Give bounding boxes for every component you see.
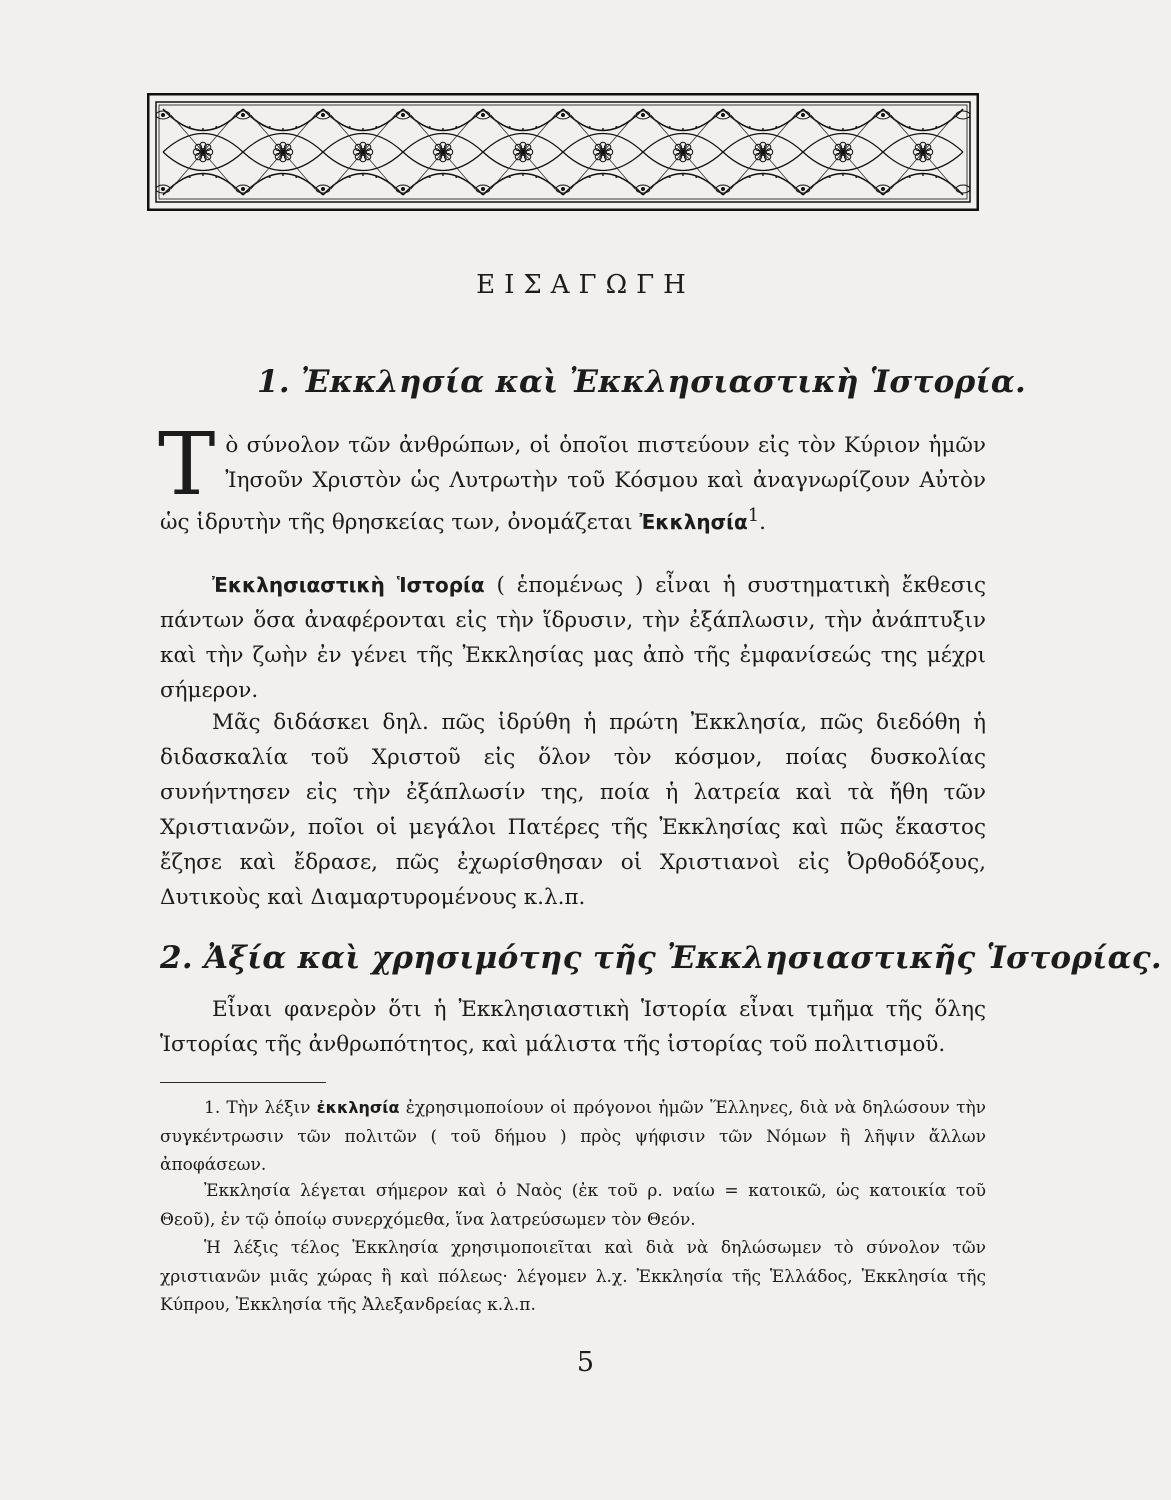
footnote-text: ἐχρησιμοποίουν οἱ πρόγονοι ἡμῶν Ἕλληνες, διὰ νὰ δηλώσουν τὴν συγκέντρωσιν τῶν πολιτῶν ( τοῦ δήμου ) πρὸς ψήφισιν τῶν Νόμων ἢ λῆψιν ἄλλων ἀποφάσεων.: [160, 1098, 986, 1175]
paragraph-teachings: Μᾶς διδάσκει δηλ. πῶς ἱδρύθη ἡ πρώτη Ἐκκλησία, πῶς διεδόθη ἡ διδασκαλία τοῦ Χριστοῦ εἰς ὅλον τὸν κόσμον, ποίας δυσκολίας συνήντησεν εἰς τὴν ἐξάπλωσίν της, ποία ἡ λατρεία καὶ τὰ ἤθη τῶν Χριστιανῶν, ποῖοι οἱ μεγάλοι Πατέρες τῆς Ἐκκλησίας καὶ πῶς ἕκαστος ἔζησε καὶ ἔδρασε, πῶς ἐχωρίσθησαν οἱ Χριστιανοὶ εἰς Ὀρθοδόξους, Δυτικοὺς καὶ Διαμαρτυρομένους κ.λ.π.: [160, 710, 986, 910]
heading-church-and-history: 1. Ἐκκλησία καὶ Ἐκκλησιαστικὴ Ἱστορία.: [257, 364, 1027, 400]
footnote-prefix: 1. Τὴν λέξιν: [204, 1098, 317, 1118]
footnote-3: Ἡ λέξις τέλος Ἐκκλησία χρησιμοποιεῖται καὶ διὰ νὰ δηλώσωμεν τὸ σύνολον τῶν χριστιανῶν μιᾶς χώρας ἢ καὶ πόλεως· λέγομεν λ.χ. Ἐκκλησία τῆς Ἑλλάδος, Ἐκκλησία τῆς Κύπρου, Ἐκκλησία τῆς Ἀλεξανδρείας κ.λ.π.: [160, 1238, 986, 1315]
page-number: 5: [576, 1347, 595, 1378]
ornament-pattern: [156, 109, 970, 195]
heading-value-and-usefulness: 2. Ἀξία καὶ χρησιμότης τῆς Ἐκκλησιαστικῆς Ἱστορίας.: [160, 940, 1163, 976]
footnote-divider: [160, 1082, 326, 1083]
footnote-term: ἐκκλησία: [316, 1098, 400, 1117]
decorative-ornament-band: [147, 93, 979, 211]
paragraph-text: ( ἑπομένως ) εἶναι ἡ συστηματικὴ ἔκθεσις πάντων ὅσα ἀναφέρονται εἰς τὴν ἵδρυσιν, τὴν ἐξάπλωσιν, τὴν ἀνάπτυξιν καὶ τὴν ζωὴν ἐν γένει τῆς Ἐκκλησίας μας ἀπὸ τῆς ἐμφανίσεώς της μέχρι σήμερον.: [160, 573, 986, 703]
section-title: ΕΙΣΑΓΩΓΗ: [476, 270, 695, 300]
footnote-1: [160, 1094, 986, 1180]
term-church-history: Ἐκκλησιαστικὴ Ἱστορία: [212, 573, 485, 597]
drop-cap: Τ: [158, 415, 216, 515]
paragraph-definition-history: [160, 568, 986, 708]
paragraph-text: ὸ σύνολον τῶν ἀνθρώπων, οἱ ὁποῖοι πιστεύουν εἰς τὸν Κύριον ἡμῶν Ἰησοῦν Χριστὸν ὡς Λυτρωτὴν τοῦ Κόσμου καὶ ἀναγνωρίζουν Αὐτὸν ὡς ἱδρυτὴν τῆς θρησκείας των, ὀνομάζεται: [160, 433, 986, 536]
footnote-marker: 1: [747, 505, 760, 526]
term-ekklisia: Ἐκκλησία: [639, 510, 748, 535]
paragraph-definition-church: [158, 415, 986, 540]
paragraph-value: Εἶναι φανερὸν ὅτι ἡ Ἐκκλησιαστικὴ Ἱστορία εἶναι τμῆμα τῆς ὅλης Ἱστορίας τῆς ἀνθρωπότητος, καὶ μάλιστα τῆς ἱστορίας τοῦ πολιτισμοῦ.: [160, 997, 986, 1057]
footnote-2: Ἐκκλησία λέγεται σήμερον καὶ ὁ Ναὸς (ἐκ τοῦ ρ. ναίω = κατοικῶ, ὡς κατοικία τοῦ Θεοῦ), ἐν τῷ ὁποίῳ συνερχόμεθα, ἵνα λατρεύσωμεν τὸν Θεόν.: [160, 1181, 986, 1230]
paragraph-text-end: .: [759, 510, 766, 536]
